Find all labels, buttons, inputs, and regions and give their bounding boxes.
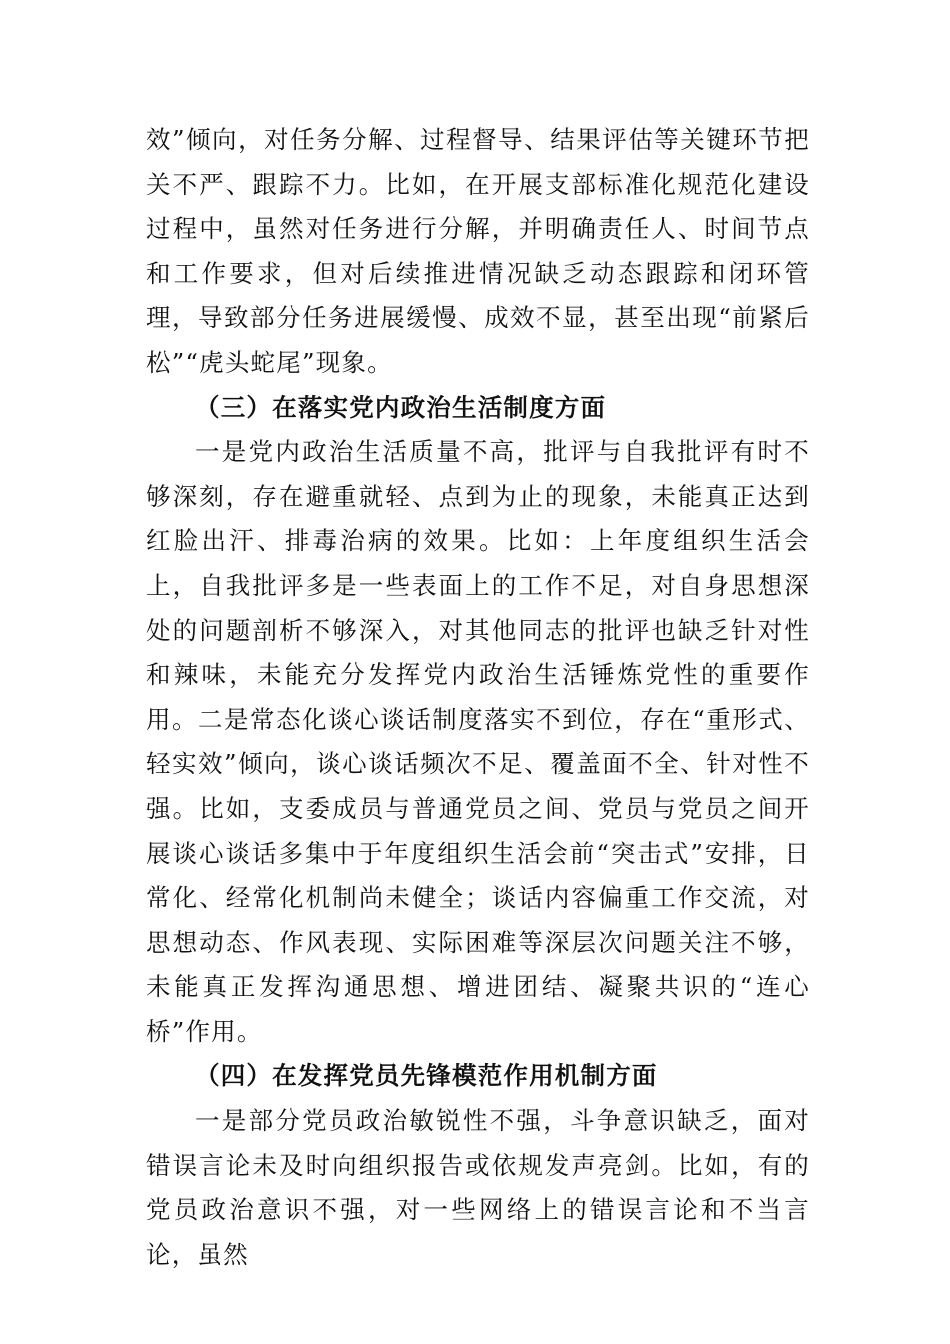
section-heading-three: （三）在落实党内政治生活制度方面 (195, 392, 607, 422)
section-heading-four: （四）在发挥党员先锋模范作用机制方面 (195, 1061, 658, 1091)
document-body (146, 118, 810, 1277)
paragraph-continued: 效”倾向，对任务分解、过程督导、结果评估等关键环节把关不严、跟踪不力。比如，在开展支部标准化规范化建设过程中，虽然对任务进行分解，并明确责任人、时间节点和工作要求，但对后续推进情况缺乏动态跟踪和闭环管理，导致部分任务进展缓慢、成效不显，甚至出现“前紧后松”“虎头蛇尾”现象。 (146, 125, 810, 377)
paragraph-political-life: 一是党内政治生活质量不高，批评与自我批评有时不够深刻，存在避重就轻、点到为止的现象，未能真正达到红脸出汗、排毒治病的效果。比如：上年度组织生活会上，自我批评多是一些表面上的工作不足，对自身思想深处的问题剖析不够深入，对其他同志的批评也缺乏针对性和辣味，未能充分发挥党内政治生活锤炼党性的重要作用。二是常态化谈心谈话制度落实不到位，存在“重形式、轻实效”倾向，谈心谈话频次不足、覆盖面不全、针对性不强。比如，支委成员与普通党员之间、党员与党员之间开展谈心谈话多集中于年度组织生活会前“突击式”安排，日常化、经常化机制尚未健全；谈话内容偏重工作交流，对思想动态、作风表现、实际困难等深层次问题关注不够，未能真正发挥沟通思想、增进团结、凝聚共识的“连心桥”作用。 (146, 437, 810, 1046)
paragraph-party-members: 一是部分党员政治敏锐性不强，斗争意识缺乏，面对错误言论未及时向组织报告或依规发声亮剑。比如，有的党员政治意识不强，对一些网络上的错误言论和不当言论，虽然 (146, 1106, 810, 1269)
